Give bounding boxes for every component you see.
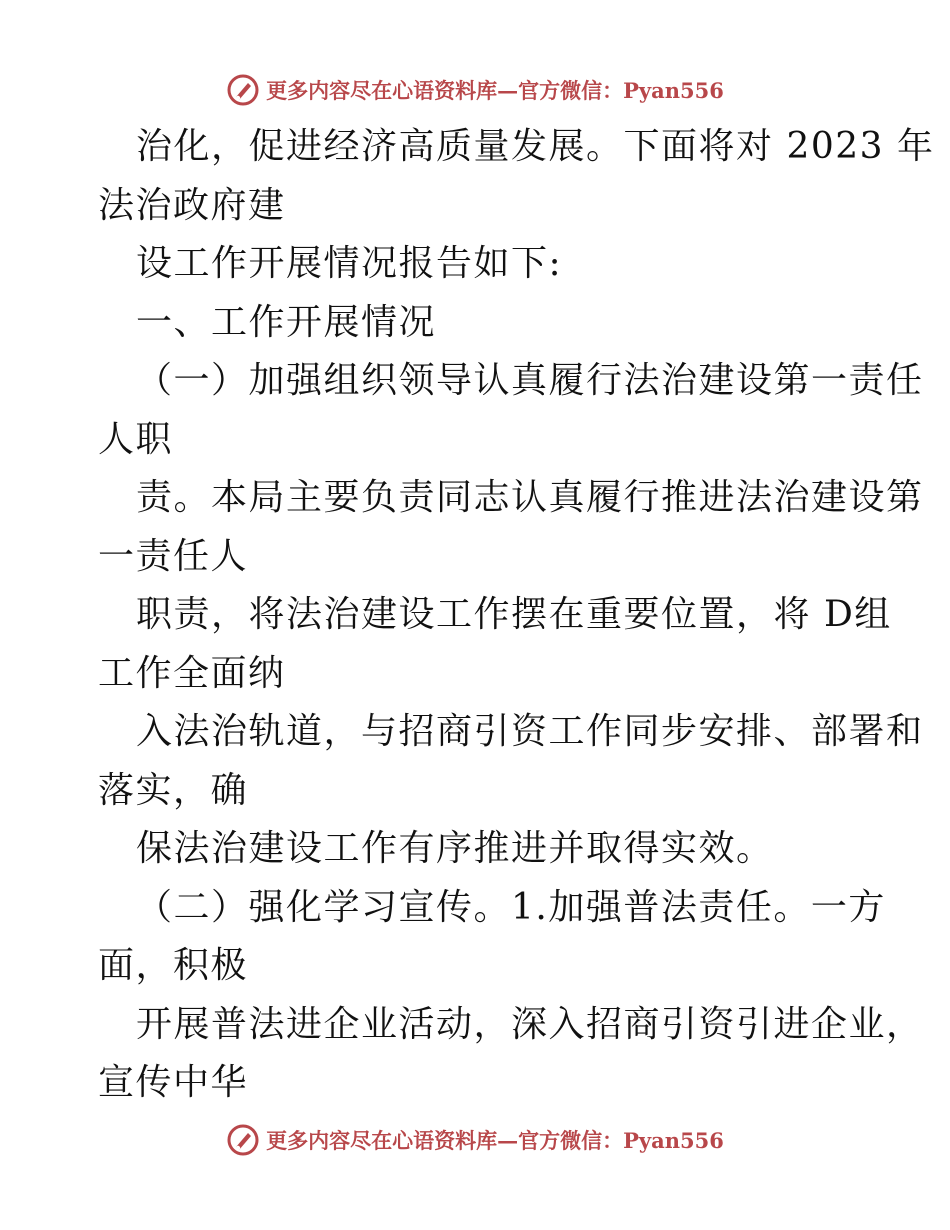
- document-body: [98, 118, 935, 1113]
- body-line: 保法治建设工作有序推进并取得实效。: [136, 828, 774, 869]
- watermark-text: 更多内容尽在心语资料库—官方微信：Pyan556: [266, 78, 724, 103]
- body-line: 治化，促进经济高质量发展。下面将对 2023 年: [136, 126, 935, 167]
- section-heading: 一、工作开展情况: [136, 301, 437, 343]
- subsection-heading: （二）强化学习宣传。1.加强普法责任。一方: [136, 886, 886, 928]
- body-line: 一责任人: [98, 535, 249, 577]
- pen-nib-seal-icon: [226, 1123, 260, 1157]
- body-line: 宣传中华: [98, 1062, 249, 1103]
- pen-nib-seal-icon: [226, 73, 260, 107]
- body-line: 开展普法进企业活动，深入招商引资引进企业，: [136, 1003, 924, 1045]
- body-line: 人职: [98, 418, 174, 460]
- body-line: 工作全面纳: [98, 652, 286, 694]
- body-line: 法治政府建: [98, 184, 286, 226]
- watermark-text: 更多内容尽在心语资料库—官方微信：Pyan556: [266, 1128, 724, 1153]
- footer-watermark: [0, 1120, 950, 1160]
- body-line: 职责，将法治建设工作摆在重要位置，将 D组: [136, 594, 892, 635]
- body-line: 面，积极: [98, 945, 249, 986]
- body-line: 入法治轨道，与招商引资工作同步安排、部署和: [136, 711, 924, 752]
- body-line: 设工作开展情况报告如下:: [136, 243, 563, 284]
- subsection-heading: （一）加强组织领导认真履行法治建设第一责任: [136, 360, 924, 401]
- body-line: 落实，确: [98, 769, 249, 811]
- body-line: 责。本局主要负责同志认真履行推进法治建设第: [136, 477, 924, 518]
- header-watermark: [0, 70, 950, 110]
